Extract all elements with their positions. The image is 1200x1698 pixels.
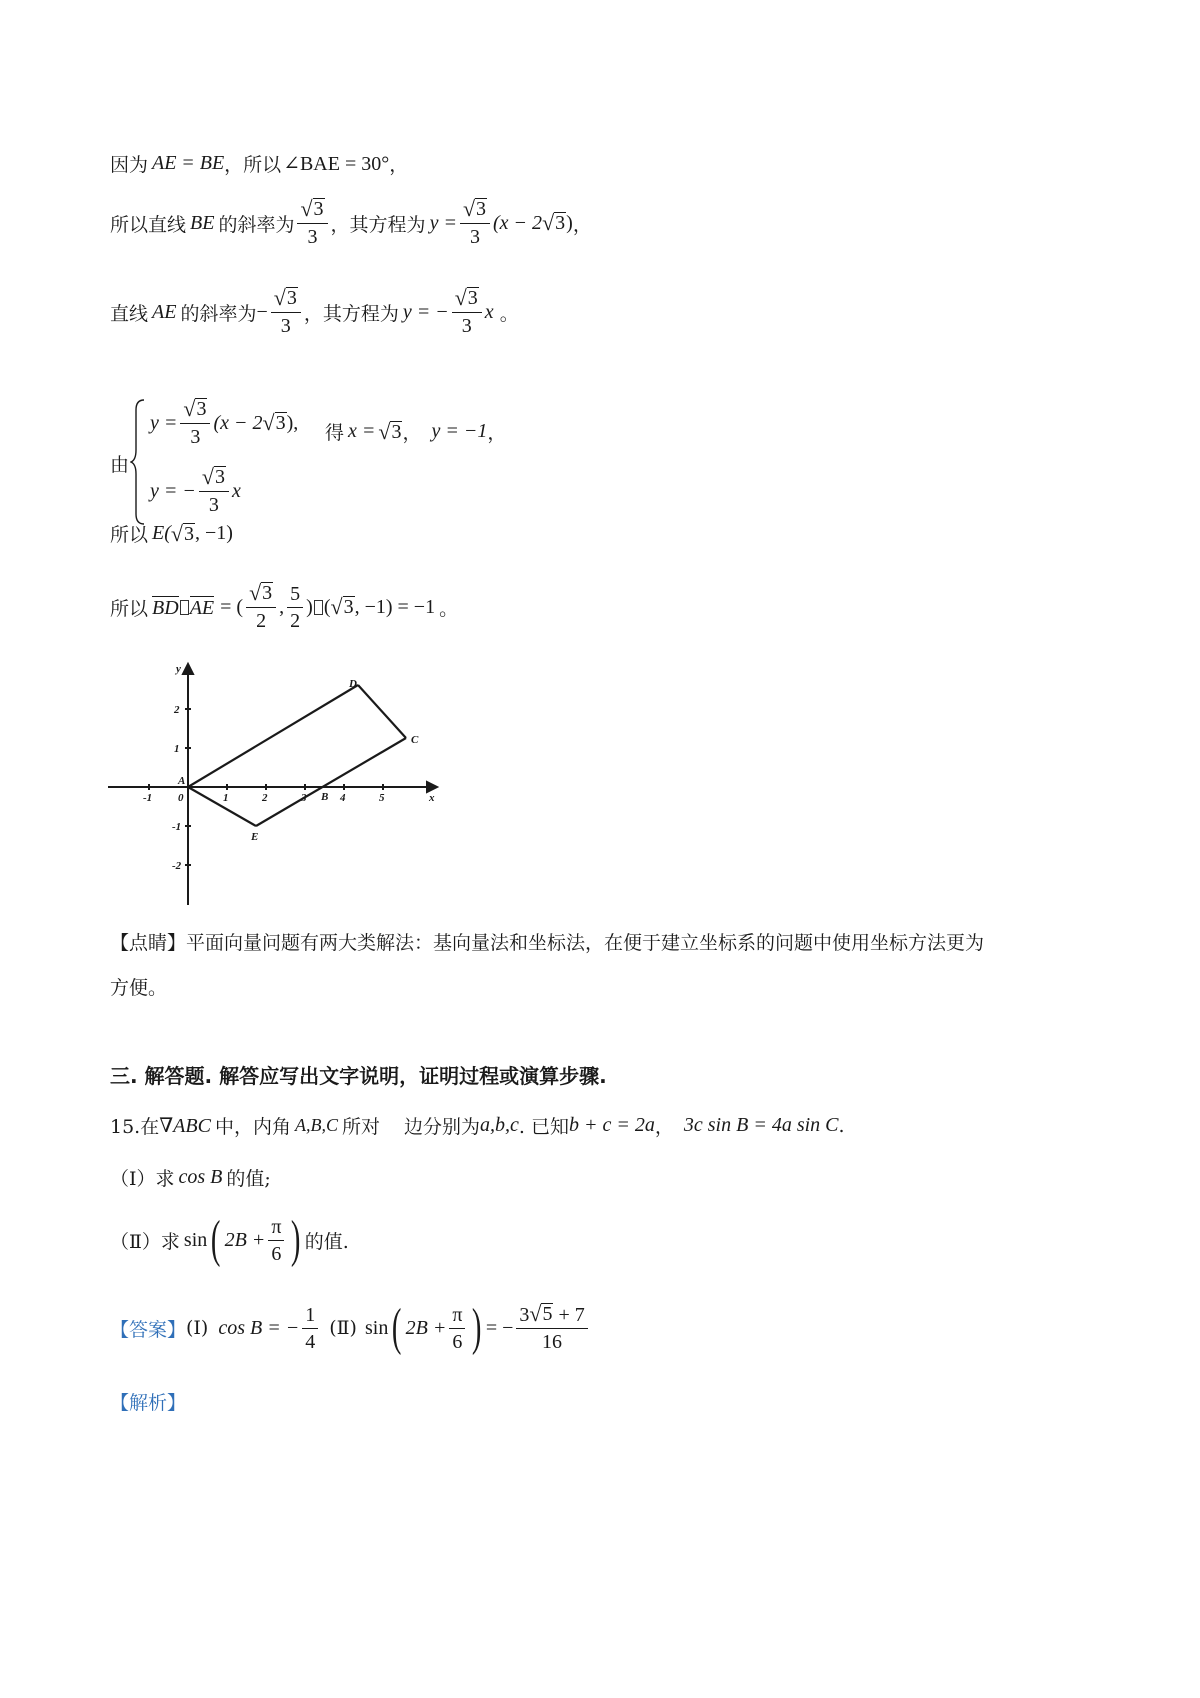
x-tick-label: 3	[301, 792, 307, 804]
text: ，	[389, 154, 409, 176]
fraction: $\frac{1}{4}$	[302, 1304, 318, 1353]
y-axis-arrow-icon	[183, 664, 193, 674]
math: = −	[485, 1316, 514, 1339]
math: ∠BAE = 30°	[283, 153, 390, 175]
y-axis-label: y	[176, 663, 181, 675]
text: ，所以	[224, 154, 282, 176]
math: (x − 2	[493, 211, 543, 234]
text: （Ⅰ）求	[110, 1168, 175, 1190]
math: 2B +	[405, 1316, 447, 1339]
line-be-slope	[110, 198, 592, 248]
text: （Ⅱ）求	[110, 1230, 180, 1253]
note-text: 方便。	[110, 977, 168, 999]
x-tick-label: -1	[143, 792, 153, 804]
x-tick-label: 1	[223, 792, 229, 804]
note-text: 平面向量问题有两大类解法：基向量法和坐标法，在便于建立坐标系的问题中使用坐标方法更为	[186, 932, 985, 954]
text: 的值.	[304, 1230, 349, 1253]
math: 3c sin B = 4a sin C	[683, 1114, 839, 1136]
y-tick-label: -2	[172, 860, 182, 872]
math: AE	[152, 152, 177, 174]
answer-line: 【答案】 (Ⅰ) cos B = − $\frac{1}{4}$ (Ⅱ) sin ( 2B + $\frac{\pi}{6}$ ) = − 3 √ 5 + 7 16	[110, 1302, 591, 1354]
section-heading: 三. 解答题. 解答应写出文字说明，证明过程或演算步骤.	[110, 1064, 607, 1088]
point-label-a: A	[178, 775, 186, 787]
text: 边分别为	[404, 1116, 481, 1138]
text: ，	[654, 1116, 674, 1138]
text: .	[838, 1114, 845, 1137]
line-ae-slope	[110, 287, 519, 337]
text: 的斜率为	[218, 213, 295, 236]
fraction: √ 3 3	[452, 287, 482, 337]
sqrt: √ 3	[330, 594, 354, 619]
math: a,b,c	[480, 1114, 519, 1136]
point-label-e: E	[251, 831, 259, 843]
question-stem	[110, 1112, 845, 1139]
y-tick-label: -1	[172, 821, 182, 833]
placeholder-glyph-icon	[314, 600, 323, 615]
math: sin	[183, 1228, 208, 1251]
sqrt: √ 3	[542, 210, 566, 235]
x-axis-label: x	[429, 792, 435, 804]
math: −	[256, 300, 268, 323]
x-tick-label: 0	[178, 792, 184, 804]
solution: 得 x = √ 3 ， y = −1 ，	[325, 418, 507, 444]
fraction: 3 √ 5 + 7 16	[516, 1303, 587, 1353]
text: (Ⅱ)	[329, 1317, 357, 1339]
fraction: $\frac{\pi}{6}$	[449, 1304, 465, 1353]
text: 所对	[341, 1116, 380, 1138]
segment-ad	[188, 685, 358, 787]
point-label-d: D	[349, 678, 357, 690]
math: ∇ABC	[159, 1115, 211, 1137]
text: 的斜率为	[180, 302, 257, 325]
math: sin	[364, 1316, 389, 1339]
point-label-c: C	[411, 734, 419, 746]
vector: AE	[189, 596, 215, 619]
vector: BD	[152, 596, 179, 619]
question-part-2: （Ⅱ）求 sin ( 2B + $\frac{\pi}{6}$ ) 的值.	[110, 1211, 349, 1268]
math: BE	[190, 211, 215, 234]
x-tick-label: 5	[379, 792, 385, 804]
line-ae-be	[110, 150, 408, 177]
equation-2: y = − √ 3 3 x	[150, 464, 241, 516]
fraction: √ 3 2	[246, 582, 276, 632]
note-tag: 【点睛】	[110, 932, 187, 954]
math: )	[566, 211, 573, 234]
math: ,	[279, 595, 285, 618]
text: . 已知	[518, 1116, 569, 1138]
math: )	[306, 595, 313, 618]
text: 因为	[110, 154, 149, 176]
math: =	[182, 152, 194, 174]
coordinate-graph	[105, 660, 445, 910]
text: 所以	[110, 597, 149, 620]
brace-icon	[130, 398, 146, 526]
text: 。	[499, 302, 519, 325]
x-axis-arrow-icon	[427, 782, 437, 792]
math: BE	[199, 152, 225, 174]
point-label-b: B	[321, 791, 329, 803]
segment-ae	[188, 787, 256, 826]
fraction: $\frac{5}{2}$	[287, 583, 303, 632]
fraction: √ 3 3	[297, 198, 327, 248]
text: 所以直线	[110, 213, 187, 236]
math: cos B = −	[218, 1316, 300, 1339]
text: 所以	[110, 524, 149, 546]
text: 直线	[110, 302, 149, 325]
text: ，其方程为	[330, 213, 426, 236]
text: ，其方程为	[303, 302, 399, 325]
segment-ce	[256, 738, 406, 826]
line-dot-product	[110, 582, 458, 632]
math: 2B +	[224, 1228, 266, 1251]
text: 由	[110, 454, 130, 476]
text: 。	[439, 597, 459, 620]
analysis-line	[110, 1388, 186, 1415]
segment-dc	[358, 685, 406, 738]
x-tick-label: 4	[340, 792, 346, 804]
note-line-1	[110, 928, 984, 955]
math: , −1)	[194, 522, 233, 544]
x-tick-label: 2	[262, 792, 268, 804]
math: , −1) = −1	[354, 595, 436, 618]
math: b + c = 2a	[569, 1114, 655, 1136]
line-point-e	[110, 520, 233, 547]
fraction: √ 3 3	[271, 287, 301, 337]
math: AE	[152, 300, 177, 323]
math: cos B	[178, 1166, 223, 1188]
math: (	[323, 595, 331, 618]
analysis-tag: 【解析】	[110, 1392, 187, 1414]
text: 的值;	[226, 1168, 271, 1190]
math: y = −	[402, 300, 449, 323]
text: 中，内角	[214, 1116, 291, 1138]
math: y =	[429, 211, 457, 234]
equation-1: y = √ 3 3 (x − 2 √ 3 ),	[150, 396, 299, 448]
note-line-2	[110, 973, 167, 1000]
sqrt: √ 3	[170, 520, 194, 546]
fraction: $\frac{\pi}{6}$	[268, 1216, 284, 1265]
y-tick-label: 2	[174, 704, 180, 716]
answer-tag: 【答案】	[110, 1318, 187, 1341]
math: E(	[152, 522, 171, 544]
math: x	[484, 300, 494, 323]
text: ，	[572, 213, 592, 236]
question-part-1	[110, 1164, 271, 1191]
fraction: √ 3 3	[460, 198, 490, 248]
math: A,B,C	[294, 1115, 338, 1135]
y-tick-label: 1	[174, 743, 180, 755]
text: 15.在	[110, 1116, 160, 1138]
math: = (	[220, 595, 244, 618]
placeholder-glyph-icon	[180, 600, 189, 615]
text: (Ⅰ)	[186, 1317, 209, 1339]
